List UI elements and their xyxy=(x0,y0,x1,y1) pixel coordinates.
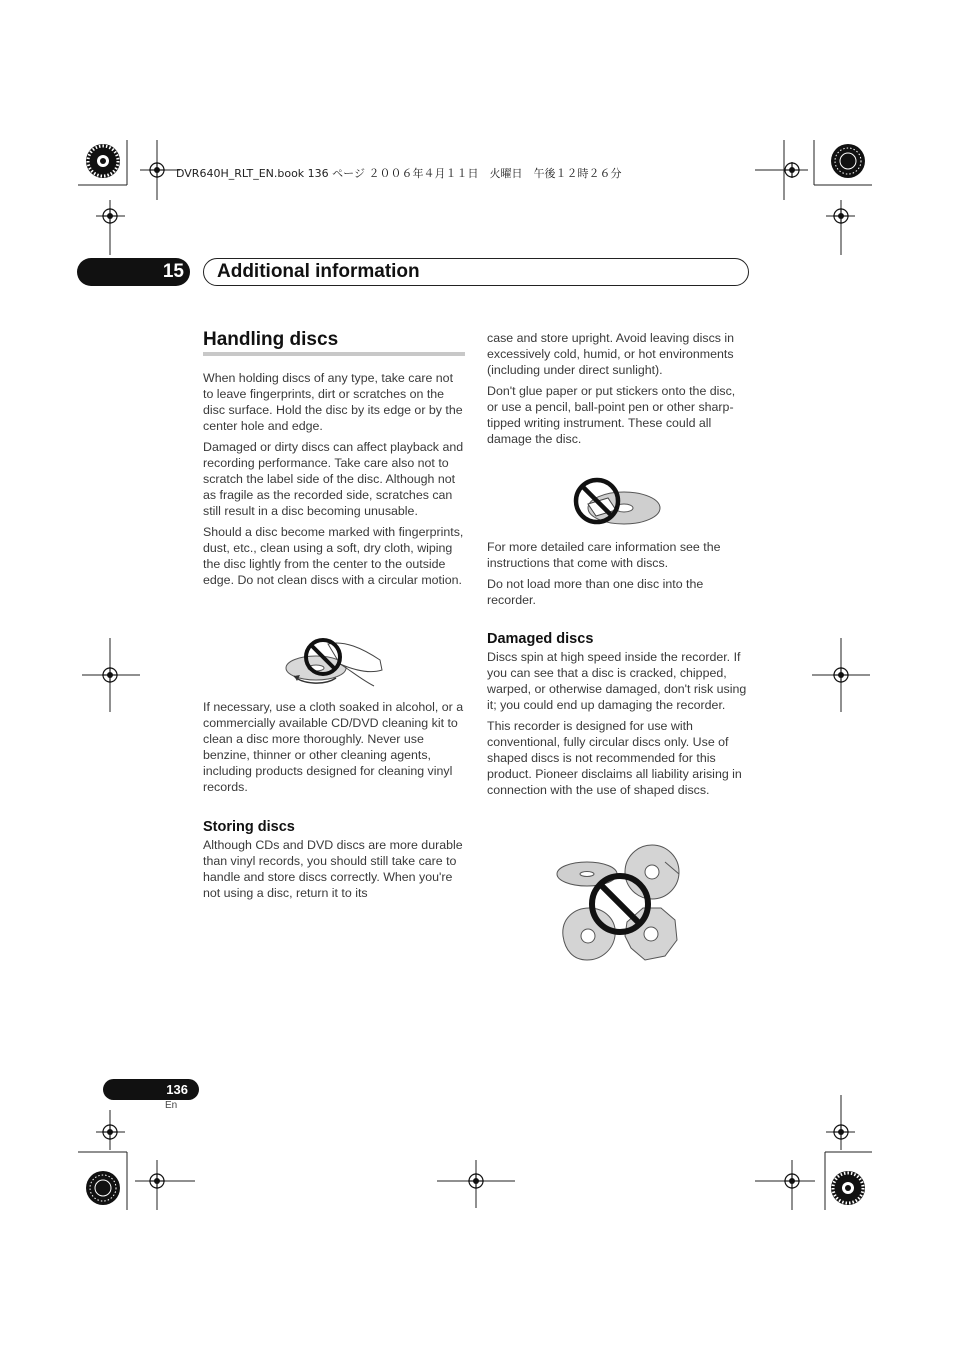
print-header: DVR640H_RLT_EN.book 136 ページ ２００６年４月１１日 火曜日 午後１２時２６分 xyxy=(176,167,622,180)
circular-cleaning-prohibited-illustration xyxy=(284,630,386,692)
paragraph: Discs spin at high speed inside the recorder. If you can see that a disc is cracked, chipped, warped, or otherwise damaged, don't risk using it; you could end up damaging the recorder. xyxy=(487,650,747,712)
damaged-discs-heading: Damaged discs xyxy=(487,631,594,647)
shaped-discs-prohibited-illustration xyxy=(555,844,681,964)
section-title: Handling discs xyxy=(203,329,339,350)
paragraph: Although CDs and DVD discs are more durable than vinyl records, you should still take care to handle and store discs correctly. When you're not using a disc, return it to its xyxy=(203,838,463,900)
page-number: 136 xyxy=(103,1079,199,1100)
damaged-discs-text xyxy=(487,649,749,803)
paragraph: case and store upright. Avoid leaving discs in excessively cold, humid, or hot environments (including under direct sunlight). xyxy=(487,331,735,377)
paragraph: Don't glue paper or put stickers onto the disc, or use a pencil, ball-point pen or other sharp-tipped writing instrument. These could all damage the disc. xyxy=(487,384,736,446)
storing-discs-heading: Storing discs xyxy=(203,819,295,835)
right-column-block-1 xyxy=(487,330,749,452)
paragraph: Damaged or dirty discs can affect playback and recording performance. Take care also not to scratch the label side of the disc. Although not as fragile as the recorded side, scratches can still result in a disc becoming unusable. xyxy=(203,440,464,518)
section-title-rule xyxy=(203,352,465,356)
paragraph: Do not load more than one disc into the recorder. xyxy=(487,577,704,607)
language-code: En xyxy=(165,1100,178,1111)
paragraph: This recorder is designed for use with conventional, fully circular discs only. Use of shaped discs is not recommended for this product. Pioneer disclaims all liability arising in connection with the use of shaped discs. xyxy=(487,719,742,797)
paragraph: For more detailed care information see the instructions that come with discs. xyxy=(487,540,721,570)
chapter-number: 15 xyxy=(77,258,190,286)
storing-discs-text xyxy=(203,837,465,906)
sticker-prohibited-illustration xyxy=(572,476,664,528)
paragraph: Should a disc become marked with fingerprints, dust, etc., clean using a soft, dry cloth, wiping the disc lightly from the center to the outside edge. Do not clean discs with a circular motion. xyxy=(203,525,464,587)
right-column-block-2 xyxy=(487,539,749,613)
left-column-block-1 xyxy=(203,370,465,593)
paragraph: When holding discs of any type, take care not to leave fingerprints, dirt or scratches on the disc surface. Hold the disc by its edge or by the center hole and edge. xyxy=(203,371,463,433)
chapter-title: Additional information xyxy=(217,261,420,282)
left-column-block-2 xyxy=(203,699,465,800)
paragraph: If necessary, use a cloth soaked in alcohol, or a commercially available CD/DVD cleaning kit to clean a disc more thoroughly. Never use benzine, thinner or other cleaning agents, including products designed for cleaning vinyl records. xyxy=(203,700,464,794)
